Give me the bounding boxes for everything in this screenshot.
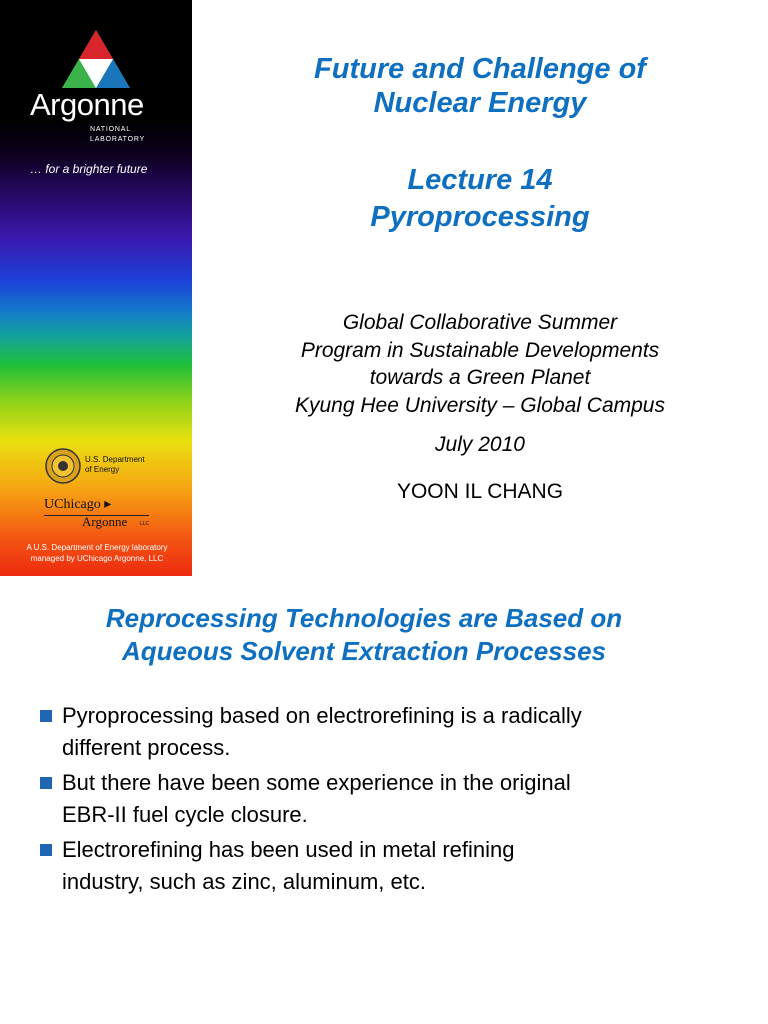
list-item xyxy=(40,700,740,764)
slide-1-title xyxy=(192,52,768,120)
bullet-1-line-2: different process. xyxy=(62,735,231,760)
bullet-2-line-2: EBR-II fuel cycle closure. xyxy=(62,802,308,827)
list-item xyxy=(40,834,740,898)
date: July 2010 xyxy=(435,433,525,456)
lecture-topic: Pyroprocessing xyxy=(370,201,590,233)
slide-2-title xyxy=(0,602,728,668)
argonne-wordmark: Argonne xyxy=(30,87,144,122)
lecture-number: Lecture 14 xyxy=(407,164,553,196)
tagline: … for a brighter future xyxy=(30,162,148,176)
lecture-title xyxy=(192,162,768,236)
argonne-triangle-logo-icon xyxy=(60,28,132,90)
doe-text xyxy=(85,455,175,475)
managed-by-text xyxy=(12,542,182,564)
program-line-3: towards a Green Planet xyxy=(369,366,591,389)
bullet-3-line-2: industry, such as zinc, aluminum, etc. xyxy=(62,869,426,894)
argonne-llc-logo: Argonne xyxy=(82,514,128,529)
author: YOON IL CHANG xyxy=(396,480,564,503)
program-description xyxy=(192,309,768,419)
title-line-1: Future and Challenge of xyxy=(314,53,646,85)
uchicago-logo: UChicago ▸ xyxy=(44,497,112,512)
national-laboratory-label xyxy=(90,125,145,145)
program-line-4: Kyung Hee University – Global Campus xyxy=(294,393,665,417)
square-bullet-icon xyxy=(40,844,52,856)
square-bullet-icon xyxy=(40,777,52,789)
llc-tag: LLC xyxy=(140,521,150,527)
managed-line-1: A U.S. Department of Energy laboratory xyxy=(26,543,168,552)
argonne-sidebar xyxy=(0,0,192,576)
bullet-list xyxy=(40,700,740,901)
program-line-1: Global Collaborative Summer xyxy=(342,311,618,334)
national-label: NATIONAL xyxy=(90,126,131,133)
bullet-3-line-1: Electrorefining has been used in metal refining xyxy=(62,837,515,862)
square-bullet-icon xyxy=(40,710,52,722)
slide-2-title-line-1: Reprocessing Technologies are Based on xyxy=(105,603,623,633)
managed-line-2: managed by UChicago Argonne, LLC xyxy=(30,554,164,563)
bullet-1-line-1: Pyroprocessing based on electrorefining is a radically xyxy=(62,703,582,728)
doe-line-1: U.S. Department xyxy=(85,455,145,464)
list-item xyxy=(40,767,740,831)
slide-2-title-line-2: Aqueous Solvent Extraction Processes xyxy=(121,636,607,666)
doe-seal-icon xyxy=(45,448,81,484)
program-line-2: Program in Sustainable Developments xyxy=(300,338,660,362)
bullet-2-line-1: But there have been some experience in the original xyxy=(62,770,571,795)
laboratory-label: LABORATORY xyxy=(90,136,146,143)
title-line-2: Nuclear Energy xyxy=(373,87,587,119)
doe-line-2: of Energy xyxy=(85,465,120,474)
